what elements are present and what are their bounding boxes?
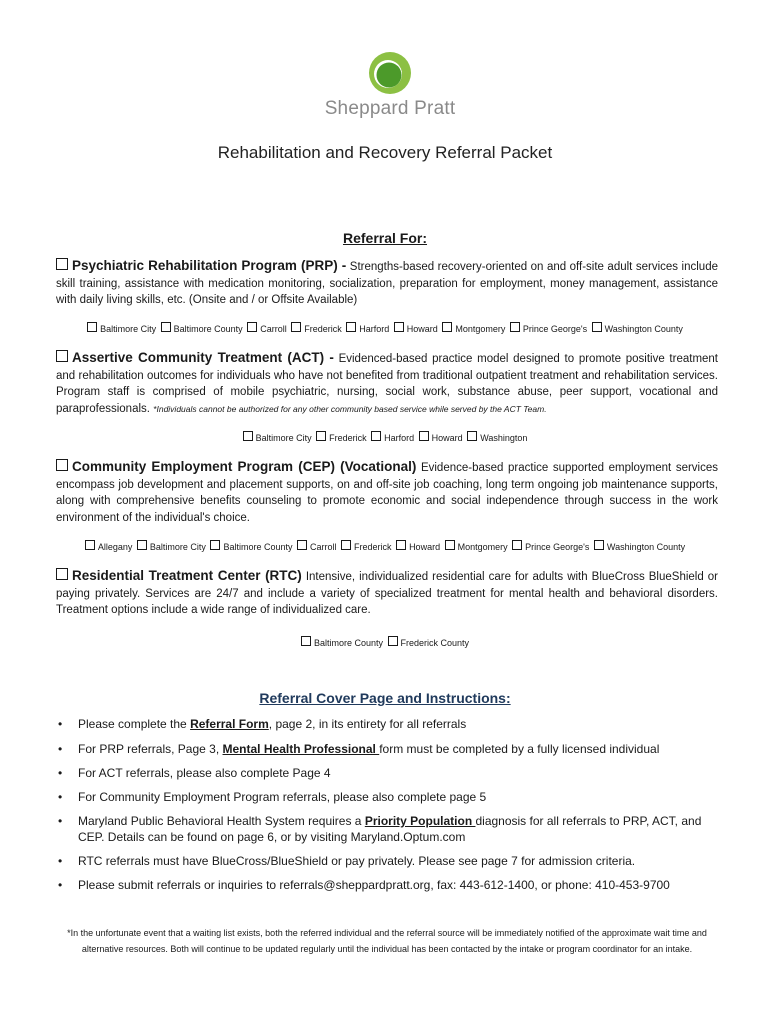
county-checkbox[interactable]	[137, 540, 147, 550]
county-checkbox[interactable]	[467, 431, 477, 441]
bullet-dot: •	[58, 814, 63, 828]
county-option	[291, 324, 342, 334]
county-label: Baltimore County	[223, 542, 293, 552]
county-option	[594, 542, 685, 552]
instructions-list	[56, 716, 718, 893]
program-note: *Individuals cannot be authorized for any other community based service while served by the ACT Team.	[153, 403, 547, 414]
county-option	[512, 542, 589, 552]
county-option	[346, 324, 389, 334]
list-item	[56, 853, 718, 869]
program-name: Assertive Community Treatment (ACT) -	[72, 350, 334, 365]
county-label: Carroll	[310, 542, 337, 552]
county-checkbox[interactable]	[388, 636, 398, 646]
waiting-list-footnote: *In the unfortunate event that a waiting list exists, both the referred individual and the referral source will be immediately notified of the approximate wait time and alternative resources. Both will continue to be updated regularly until the individual has been contacted by the intake or program coordinator for an intake.	[67, 928, 707, 954]
county-option	[592, 324, 683, 334]
bullet-text: diagnosis for all referrals to PRP, ACT, and CEP. Details can be found on page 6, or by visiting Maryland.Optum.com	[78, 814, 702, 844]
county-option	[510, 324, 587, 334]
county-checkbox[interactable]	[291, 322, 301, 332]
county-option	[396, 542, 440, 552]
county-option	[445, 542, 508, 552]
program-cep	[56, 459, 718, 526]
county-label: Washington	[480, 433, 528, 443]
bullet-dot: •	[58, 717, 63, 731]
county-label: Baltimore City	[149, 542, 206, 552]
county-option	[247, 324, 287, 334]
cover-instructions-heading: Referral Cover Page and Instructions:	[259, 690, 511, 706]
program-name: Community Employment Program (CEP) (Vocational)	[72, 459, 417, 474]
county-option	[297, 542, 337, 552]
bullet-text: RTC referrals must have BlueCross/BlueShield or pay privately. Please see page 7 for admission criteria.	[78, 854, 636, 868]
county-label: Baltimore City	[100, 324, 157, 334]
county-label: Frederick	[354, 542, 392, 552]
sheppard-pratt-logo	[310, 50, 470, 120]
act-county-list	[0, 431, 770, 443]
county-option	[85, 542, 133, 552]
sheppard-pratt-logo-icon	[367, 50, 413, 96]
bullet-text: For ACT referrals, please also complete Page 4	[78, 766, 331, 780]
list-item	[56, 765, 718, 781]
bullet-text: Please submit referrals or inquiries to referrals@sheppardpratt.org, fax: 443-612-1400, or phone: 410-453-9700	[78, 878, 670, 892]
county-option	[419, 433, 463, 443]
county-option	[442, 324, 505, 334]
program-act	[56, 350, 718, 417]
bullet-text: , page 2, in its entirety for all referrals	[268, 717, 467, 731]
county-checkbox[interactable]	[316, 431, 326, 441]
county-checkbox[interactable]	[161, 322, 171, 332]
bullet-dot: •	[58, 854, 63, 868]
county-label: Carroll	[260, 324, 287, 334]
prp-checkbox[interactable]	[56, 258, 68, 270]
county-option	[341, 542, 392, 552]
county-label: Harford	[384, 433, 415, 443]
county-label: Allegany	[97, 542, 133, 552]
county-label: Prince George's	[525, 542, 590, 552]
county-label: Howard	[431, 433, 463, 443]
referral-for-heading: Referral For:	[342, 230, 428, 246]
county-option	[316, 433, 367, 443]
county-label: Howard	[409, 542, 441, 552]
program-name: Psychiatric Rehabilitation Program (PRP) -	[72, 258, 347, 273]
county-label: Montgomery	[455, 324, 506, 334]
program-prp	[56, 258, 718, 309]
county-label: Montgomery	[457, 542, 508, 552]
referral-form-link[interactable]: Referral Form	[190, 717, 269, 731]
county-option	[210, 542, 292, 552]
county-checkbox[interactable]	[210, 540, 220, 550]
county-option	[394, 324, 438, 334]
rtc-county-list	[0, 636, 770, 648]
list-item	[56, 789, 718, 805]
cep-checkbox[interactable]	[56, 459, 68, 471]
bullet-text: For PRP referrals, Page 3,	[78, 742, 223, 756]
list-item	[56, 813, 718, 845]
bullet-text: For Community Employment Program referrals, please also complete page 5	[78, 790, 487, 804]
county-option	[388, 638, 470, 648]
program-description: Strengths-based recovery-oriented on and off-site adult services include skill training, assistance with medication monitoring, socialization, preparation for employment, money management, assistance with daily living skills, etc. (Onsite and / or Offsite Available)	[56, 261, 718, 306]
program-description: Evidence-based practice supported employment services encompass job development and placement supports, on and off-site job coaching, long term ongoing job maintenance supports, along with comprehensive benefits counseling to promote economic and social independence through success in the work environment of the individual's choice.	[56, 462, 718, 524]
program-rtc	[56, 568, 718, 619]
county-option	[243, 433, 312, 443]
prp-county-list	[0, 322, 770, 334]
cep-county-list	[0, 540, 770, 552]
county-checkbox[interactable]	[371, 431, 381, 441]
county-checkbox[interactable]	[247, 322, 257, 332]
document-title: Rehabilitation and Recovery Referral Packet	[217, 143, 553, 162]
county-checkbox[interactable]	[442, 322, 452, 332]
county-checkbox[interactable]	[512, 540, 522, 550]
county-checkbox[interactable]	[445, 540, 455, 550]
program-description: Intensive, individualized residential care for adults with BlueCross BlueShield or paying privately. Services are 24/7 and include a variety of specialized treatment for mental health and behavioral disorders. Treatment options include a wide range of individualized care.	[56, 571, 719, 616]
program-description: Evidenced-based practice model designed to promote positive treatment and rehabilitation outcomes for individuals who have not benefited from traditional outpatient treatment and rehabilitation services. Program staff is comprised of mobile psychiatric, nursing, social work, substance abuse, peer support, vocational and paraprofessionals.	[56, 353, 719, 415]
county-checkbox[interactable]	[87, 322, 97, 332]
county-checkbox[interactable]	[592, 322, 602, 332]
list-item	[56, 877, 718, 893]
county-label: Frederick	[329, 433, 367, 443]
bullet-text: form must be completed by a fully licensed individual	[379, 742, 660, 756]
bullet-dot: •	[58, 790, 63, 804]
county-option	[161, 324, 243, 334]
county-checkbox[interactable]	[85, 540, 95, 550]
county-checkbox[interactable]	[396, 540, 406, 550]
bullet-dot: •	[58, 766, 63, 780]
priority-population-link[interactable]: Priority Population	[364, 814, 476, 828]
county-label: Baltimore County	[173, 324, 243, 334]
act-checkbox[interactable]	[56, 350, 68, 362]
county-checkbox[interactable]	[594, 540, 604, 550]
list-item	[56, 741, 718, 757]
county-checkbox[interactable]	[510, 322, 520, 332]
rtc-checkbox[interactable]	[56, 568, 68, 580]
county-option	[301, 638, 383, 648]
county-option	[137, 542, 206, 552]
county-checkbox[interactable]	[341, 540, 351, 550]
county-option	[87, 324, 156, 334]
bullet-text: Maryland Public Behavioral Health System requires a	[78, 814, 365, 828]
mental-health-professional-link[interactable]: Mental Health Professional	[222, 742, 380, 756]
county-checkbox[interactable]	[297, 540, 307, 550]
county-label: Frederick	[304, 324, 342, 334]
county-checkbox[interactable]	[394, 322, 404, 332]
county-label: Baltimore County	[313, 638, 383, 648]
county-label: Washington County	[604, 324, 683, 334]
bullet-dot: •	[58, 742, 63, 756]
county-option	[371, 433, 414, 443]
county-checkbox[interactable]	[301, 636, 311, 646]
county-option	[467, 433, 527, 443]
county-label: Prince George's	[522, 324, 588, 334]
county-label: Howard	[406, 324, 438, 334]
county-label: Harford	[359, 324, 390, 334]
logo-wordmark: Sheppard Pratt	[324, 98, 456, 119]
county-checkbox[interactable]	[419, 431, 429, 441]
bullet-text: Please complete the	[78, 717, 191, 731]
list-item	[56, 716, 718, 732]
county-label: Frederick County	[400, 638, 470, 648]
bullet-dot: •	[58, 878, 63, 892]
county-checkbox[interactable]	[243, 431, 253, 441]
county-checkbox[interactable]	[346, 322, 356, 332]
county-label: Baltimore City	[255, 433, 312, 443]
county-label: Washington County	[606, 542, 686, 552]
program-name: Residential Treatment Center (RTC)	[72, 568, 302, 583]
